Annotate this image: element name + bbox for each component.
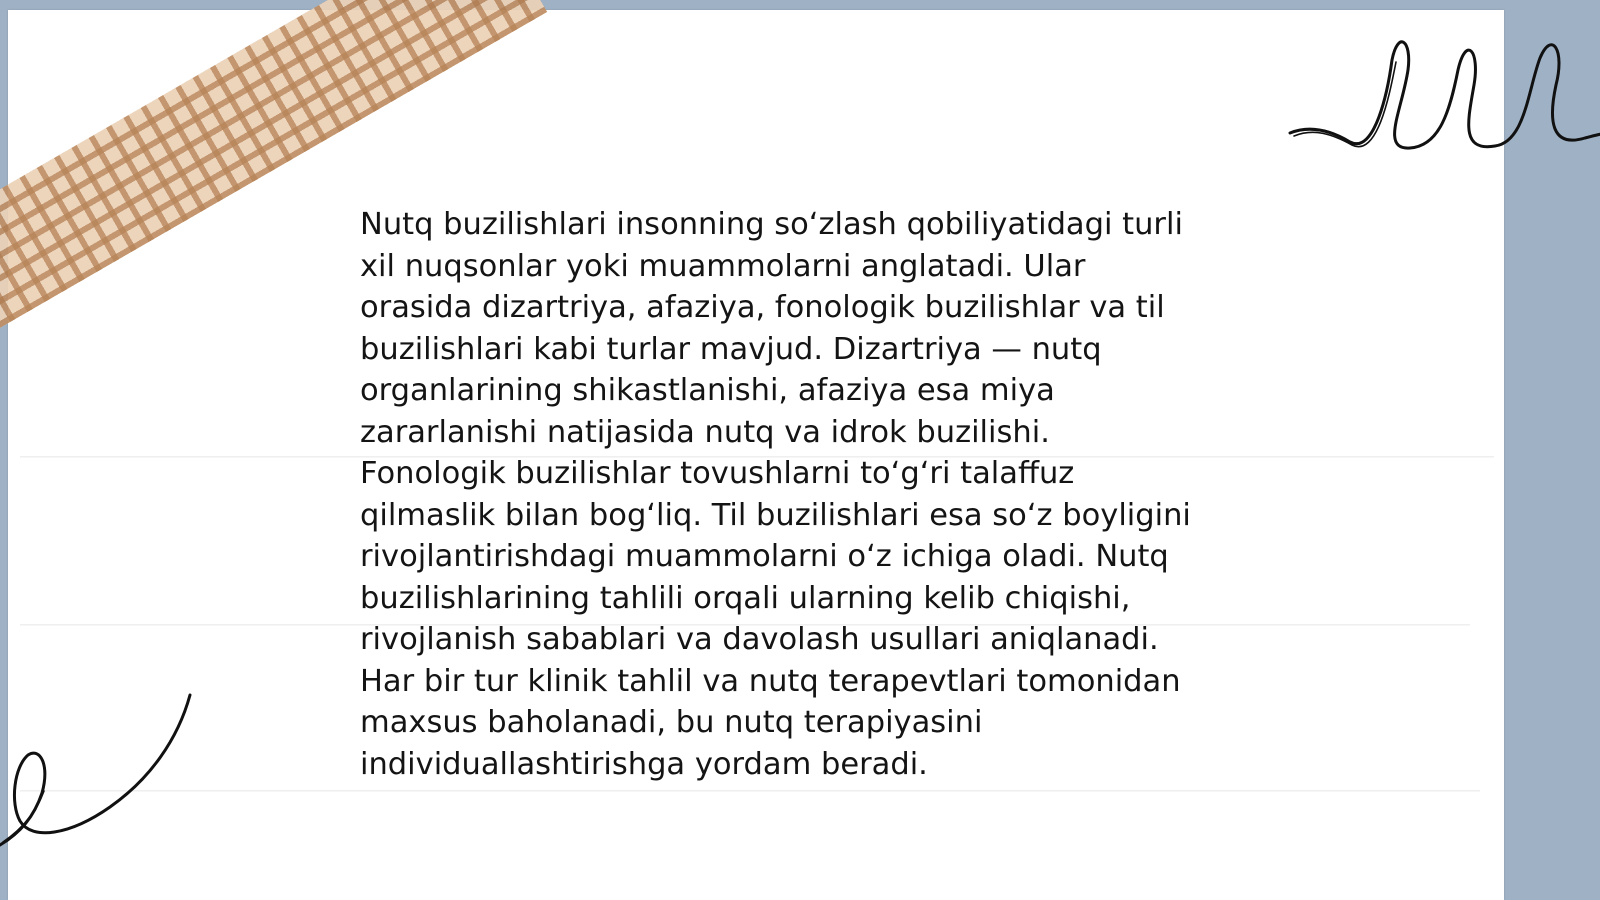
slide-body-text: Nutq buzilishlari insonning so‘zlash qobiliyatidagi turli xil nuqsonlar yoki muammolarni anglatadi. Ular orasida dizartriya, afaziya, fonologik buzilishlar va til buzilishlari kabi turlar mavjud. Dizartriya — nutq organlarining shikastlanishi, afaziya esa miya zararlanishi natijasida nutq va idrok buzilishi. Fonologik buzilishlar tovushlarni to‘g‘ri talaffuz qilmaslik bilan bog‘liq. Til buzilishlari esa so‘z boyligini rivojlantirishdagi muammolarni o‘z ichiga oladi. Nutq buzilishlarining tahlili orqali ularning kelib chiqishi, rivojlanish sabablari va davolash usullari aniqlanadi. Har bir tur klinik tahlil va nutq terapevtlari tomonidan maxsus baholanadi, bu nutq terapiyasini individuallashtirishga yordam beradi.: [360, 207, 1191, 782]
loop-swoosh-icon: [0, 695, 200, 845]
loop-scribble-icon: [1290, 30, 1600, 170]
paper-fold-line: [20, 790, 1480, 792]
